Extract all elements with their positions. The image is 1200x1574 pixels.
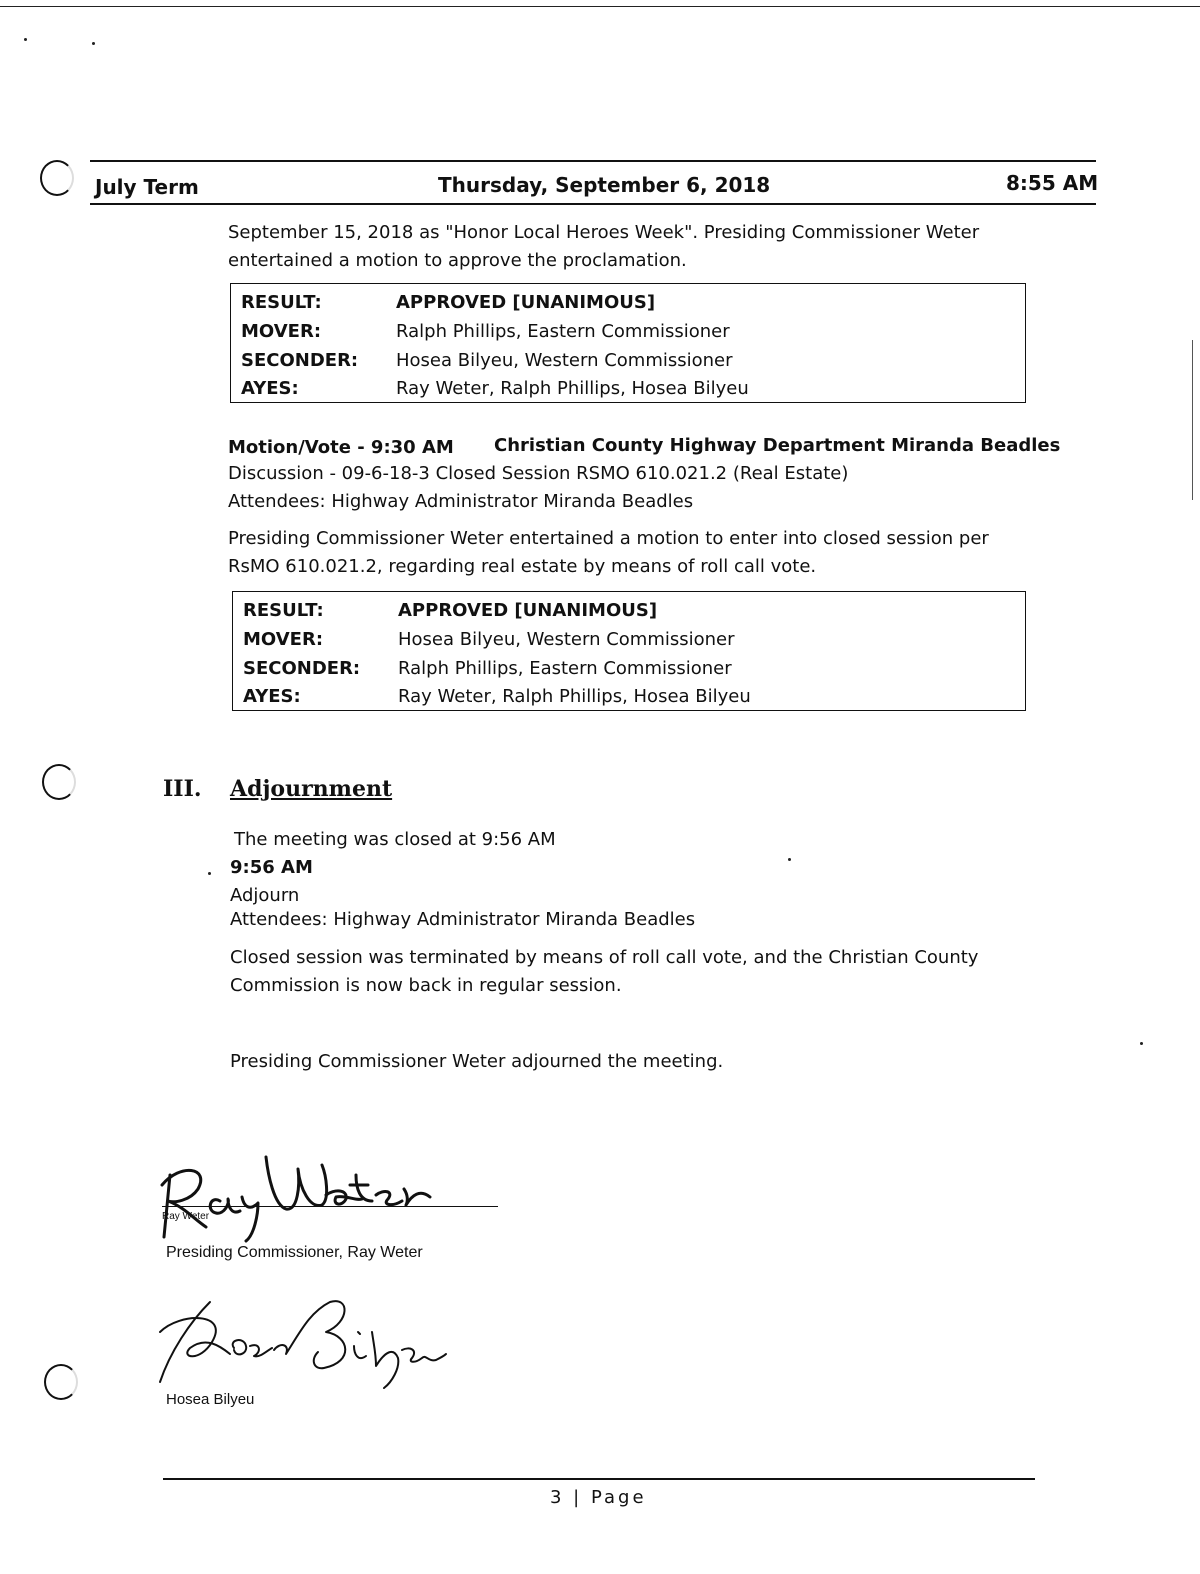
- seconder-value: Ralph Phillips, Eastern Commissioner: [398, 658, 732, 679]
- scan-top-edge: [0, 6, 1200, 7]
- vote-table-1: [230, 283, 1026, 403]
- result-value: APPROVED [UNANIMOUS]: [396, 292, 656, 313]
- motion-label: Motion/Vote - 9:30 AM: [228, 437, 454, 458]
- header-date: Thursday, September 6, 2018: [438, 173, 771, 197]
- header-top-rule: [90, 160, 1096, 162]
- adjournment-adjourn: Adjourn: [230, 885, 300, 906]
- punch-hole: [42, 764, 76, 800]
- adjournment-paragraph-line-2: Commission is now back in regular session.: [230, 975, 622, 996]
- mover-value: Hosea Bilyeu, Western Commissioner: [398, 629, 735, 650]
- motion-attendees: Attendees: Highway Administrator Miranda Beadles: [228, 491, 694, 512]
- footer-rule: [163, 1478, 1035, 1480]
- adjournment-attendees: Attendees: Highway Administrator Miranda Beadles: [230, 909, 696, 930]
- section-number: III.: [163, 776, 202, 802]
- scan-speck: [24, 38, 27, 41]
- ayes-label: AYES:: [241, 378, 299, 399]
- ayes-label: AYES:: [243, 686, 301, 707]
- adjournment-final-line: Presiding Commissioner Weter adjourned the meeting.: [230, 1051, 724, 1072]
- adjournment-time: 9:56 AM: [230, 857, 313, 878]
- seconder-label: SECONDER:: [243, 658, 361, 679]
- motion-discussion: Discussion - 09-6-18-3 Closed Session RSMO 610.021.2 (Real Estate): [228, 463, 849, 484]
- signature-2-caption: Hosea Bilyeu: [166, 1391, 255, 1408]
- header-bottom-rule: [90, 203, 1096, 205]
- ayes-value: Ray Weter, Ralph Phillips, Hosea Bilyeu: [398, 686, 751, 707]
- intro-line-2: entertained a motion to approve the proclamation.: [228, 250, 687, 271]
- section-title: Adjournment: [230, 776, 393, 802]
- signature-hosea-bilyeu: [150, 1292, 450, 1392]
- page-number: 3 | Page: [550, 1487, 647, 1508]
- signature-1-caption: Presiding Commissioner, Ray Weter: [166, 1244, 423, 1261]
- result-label: RESULT:: [243, 600, 324, 621]
- motion-department: Christian County Highway Department Miranda Beadles: [494, 435, 1061, 456]
- punch-hole: [44, 1364, 78, 1400]
- header-term: July Term: [95, 175, 199, 199]
- scan-right-edge: [1192, 340, 1193, 500]
- header-time: 8:55 AM: [1006, 171, 1099, 195]
- mover-label: MOVER:: [241, 321, 322, 342]
- adjournment-closed-line: The meeting was closed at 9:56 AM: [234, 829, 556, 850]
- mover-value: Ralph Phillips, Eastern Commissioner: [396, 321, 730, 342]
- scan-speck: [788, 858, 791, 861]
- adjournment-paragraph-line-1: Closed session was terminated by means of roll call vote, and the Christian County: [230, 947, 979, 968]
- seconder-label: SECONDER:: [241, 350, 359, 371]
- motion-paragraph-line-1: Presiding Commissioner Weter entertained a motion to enter into closed session per: [228, 528, 989, 549]
- vote-table-2: [232, 591, 1026, 711]
- signature-1-small-name: Ray Weter: [162, 1211, 210, 1222]
- mover-label: MOVER:: [243, 629, 324, 650]
- signature-ray-weter: [150, 1145, 450, 1245]
- scan-speck: [92, 42, 95, 45]
- scan-speck: [208, 872, 211, 875]
- result-label: RESULT:: [241, 292, 322, 313]
- motion-paragraph-line-2: RsMO 610.021.2, regarding real estate by means of roll call vote.: [228, 556, 817, 577]
- result-value: APPROVED [UNANIMOUS]: [398, 600, 658, 621]
- intro-line-1: September 15, 2018 as "Honor Local Heroes Week". Presiding Commissioner Weter: [228, 222, 980, 243]
- ayes-value: Ray Weter, Ralph Phillips, Hosea Bilyeu: [396, 378, 749, 399]
- signature-line-1: [162, 1206, 498, 1207]
- seconder-value: Hosea Bilyeu, Western Commissioner: [396, 350, 733, 371]
- punch-hole: [40, 160, 74, 196]
- scan-speck: [1140, 1042, 1143, 1045]
